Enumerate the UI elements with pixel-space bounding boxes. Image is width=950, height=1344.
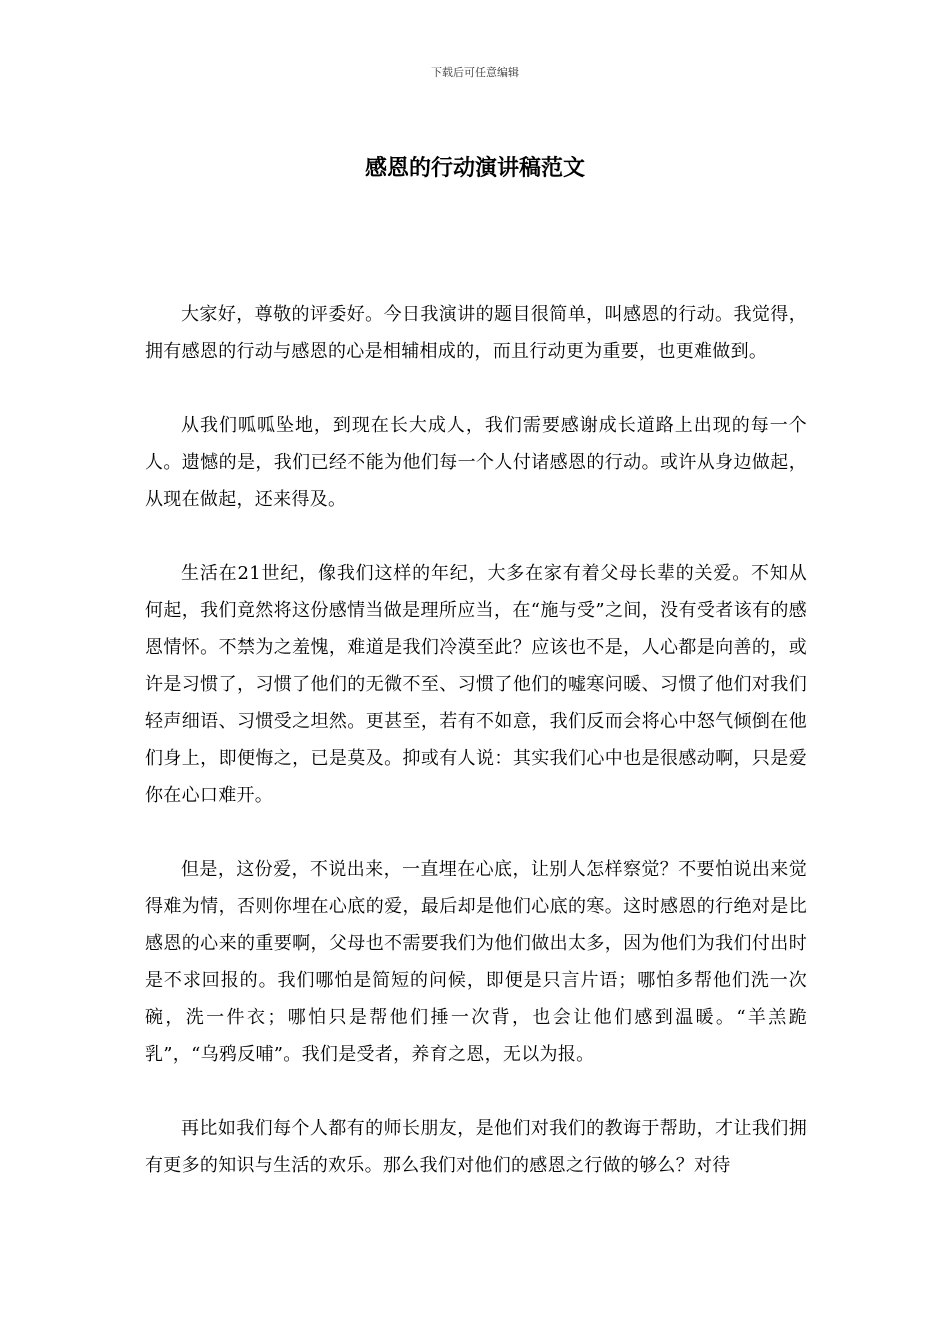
document-body xyxy=(145,296,807,1221)
paragraph: 但是，这份爱，不说出来，一直埋在心底，让别人怎样察觉？不要怕说出来觉得难为情，否则你埋在心底的爱，最后却是他们心底的寒。这时感恩的行绝对是比感恩的心来的重要啊，父母也不需要我们为他们做出太多，因为他们为我们付出时是不求回报的。我们哪怕是简短的问候，即便是只言片语；哪怕多帮他们洗一次碗，洗一件衣；哪怕只是帮他们捶一次背，也会让他们感到温暖。“羊羔跪乳”，“乌鸦反哺”。我们是受者，养育之恩，无以为报。 xyxy=(145,859,807,1065)
header-note: 下载后可任意编辑 xyxy=(431,66,519,79)
paragraph: 从我们呱呱坠地，到现在长大成人，我们需要感谢成长道路上出现的每一个人。遗憾的是，我们已经不能为他们每一个人付诸感恩的行动。或许从身边做起，从现在做起，还来得及。 xyxy=(145,415,807,510)
paragraph: 大家好，尊敬的评委好。今日我演讲的题目很简单，叫感恩的行动。我觉得，拥有感恩的行动与感恩的心是相辅相成的，而且行动更为重要，也更难做到。 xyxy=(145,304,807,362)
paragraph: 再比如我们每个人都有的师长朋友，是他们对我们的教诲于帮助，才让我们拥有更多的知识与生活的欢乐。那么我们对他们的感恩之行做的够么？对待 xyxy=(145,1118,807,1176)
paragraph: 生活在21世纪，像我们这样的年纪，大多在家有着父母长辈的关爱。不知从何起，我们竟然将这份感情当做是理所应当，在“施与受”之间，没有受者该有的感恩情怀。不禁为之羞愧，难道是我们冷漠至此？应该也不是，人心都是向善的，或许是习惯了，习惯了他们的无微不至、习惯了他们的嘘寒问暖、习惯了他们对我们轻声细语、习惯受之坦然。更甚至，若有不如意，我们反而会将心中怒气倾倒在他们身上，即便悔之，已是莫及。抑或有人说：其实我们心中也是很感动啊，只是爱你在心口难开。 xyxy=(145,563,807,806)
document-title: 感恩的行动演讲稿范文 xyxy=(364,156,585,181)
